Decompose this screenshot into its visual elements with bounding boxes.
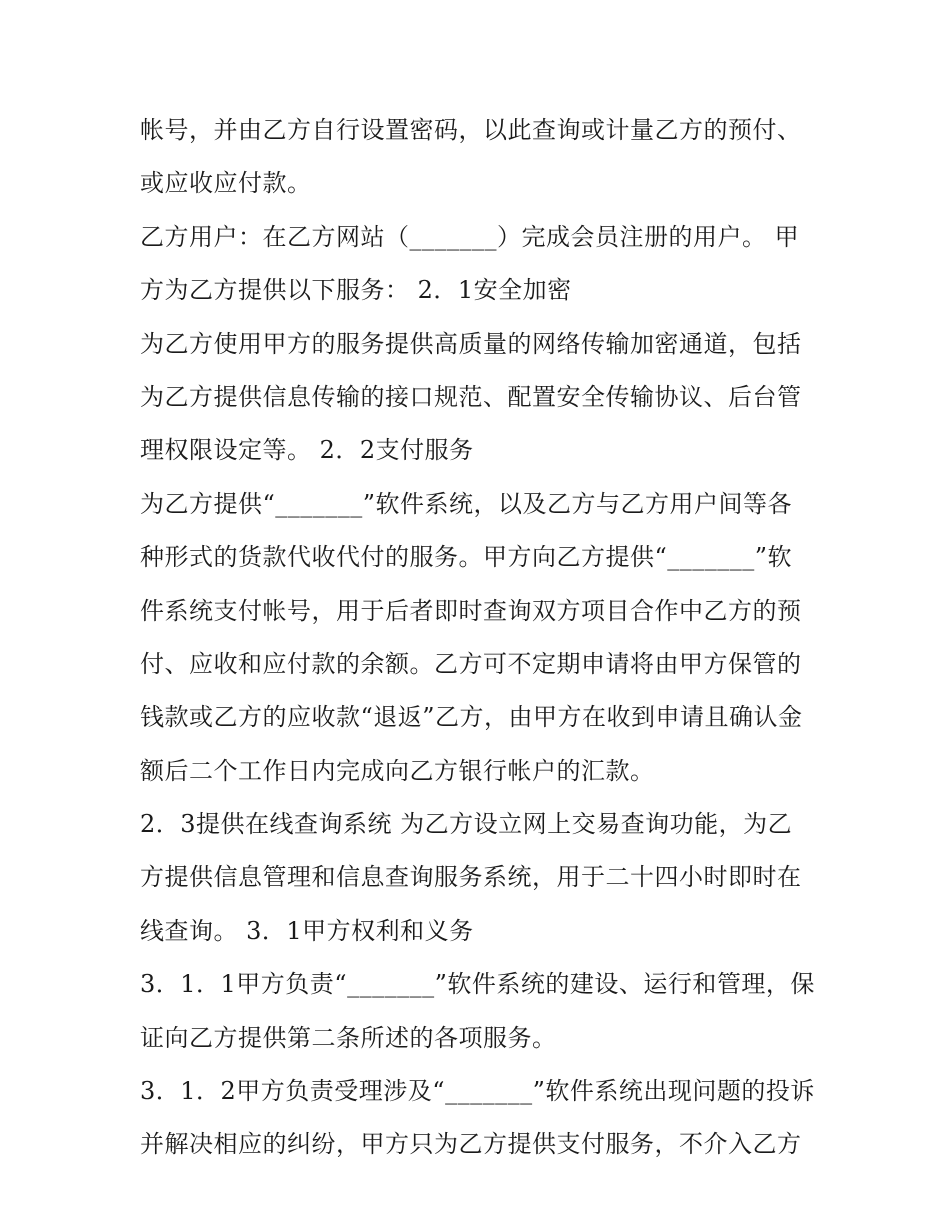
text-line: 额后二个工作日内完成向乙方银行帐户的汇款。 xyxy=(140,756,655,785)
text-line: 付、应收和应付款的余额。乙方可不定期申请将由甲方保管的 xyxy=(140,649,802,678)
text-line: 3．1．1甲方负责“_______”软件系统的建设、运行和管理，保 xyxy=(140,970,815,999)
text-line: 证向乙方提供第二条所述的各项服务。 xyxy=(140,1023,557,1052)
text-line: 为乙方使用甲方的服务提供高质量的网络传输加密通道，包括 xyxy=(140,329,802,358)
text-line: 并解决相应的纠纷，甲方只为乙方提供支付服务，不介入乙方 xyxy=(140,1130,802,1159)
text-line: 件系统支付帐号，用于后者即时查询双方项目合作中乙方的预 xyxy=(140,596,802,625)
text-line: 或应收应付款。 xyxy=(140,169,312,198)
text-line: 理权限设定等。 2．2支付服务 xyxy=(140,436,474,465)
text-line: 帐号，并由乙方自行设置密码，以此查询或计量乙方的预付、 xyxy=(140,116,802,144)
text-line: 种形式的货款代收代付的服务。甲方向乙方提供“_______”软 xyxy=(140,543,793,572)
text-line: 方为乙方提供以下服务： 2．1安全加密 xyxy=(140,276,572,305)
text-line: 2．3提供在线查询系统 为乙方设立网上交易查询功能，为乙 xyxy=(140,810,793,839)
text-line: 方提供信息管理和信息查询服务系统，用于二十四小时即时在 xyxy=(140,863,802,892)
text-line: 线查询。 3．1甲方权利和义务 xyxy=(140,916,474,945)
document-body xyxy=(140,104,820,1172)
text-line: 乙方用户：在乙方网站（_______）完成会员注册的用户。 甲 xyxy=(140,222,800,251)
text-line: 3．1．2甲方负责受理涉及“_______”软件系统出现问题的投诉 xyxy=(140,1077,815,1106)
text-line: 为乙方提供“_______”软件系统，以及乙方与乙方用户间等各 xyxy=(140,489,793,518)
text-line: 钱款或乙方的应收款“退返”乙方，由甲方在收到申请且确认金 xyxy=(140,703,803,732)
text-line: 为乙方提供信息传输的接口规范、配置安全传输协议、后台管 xyxy=(140,382,802,411)
